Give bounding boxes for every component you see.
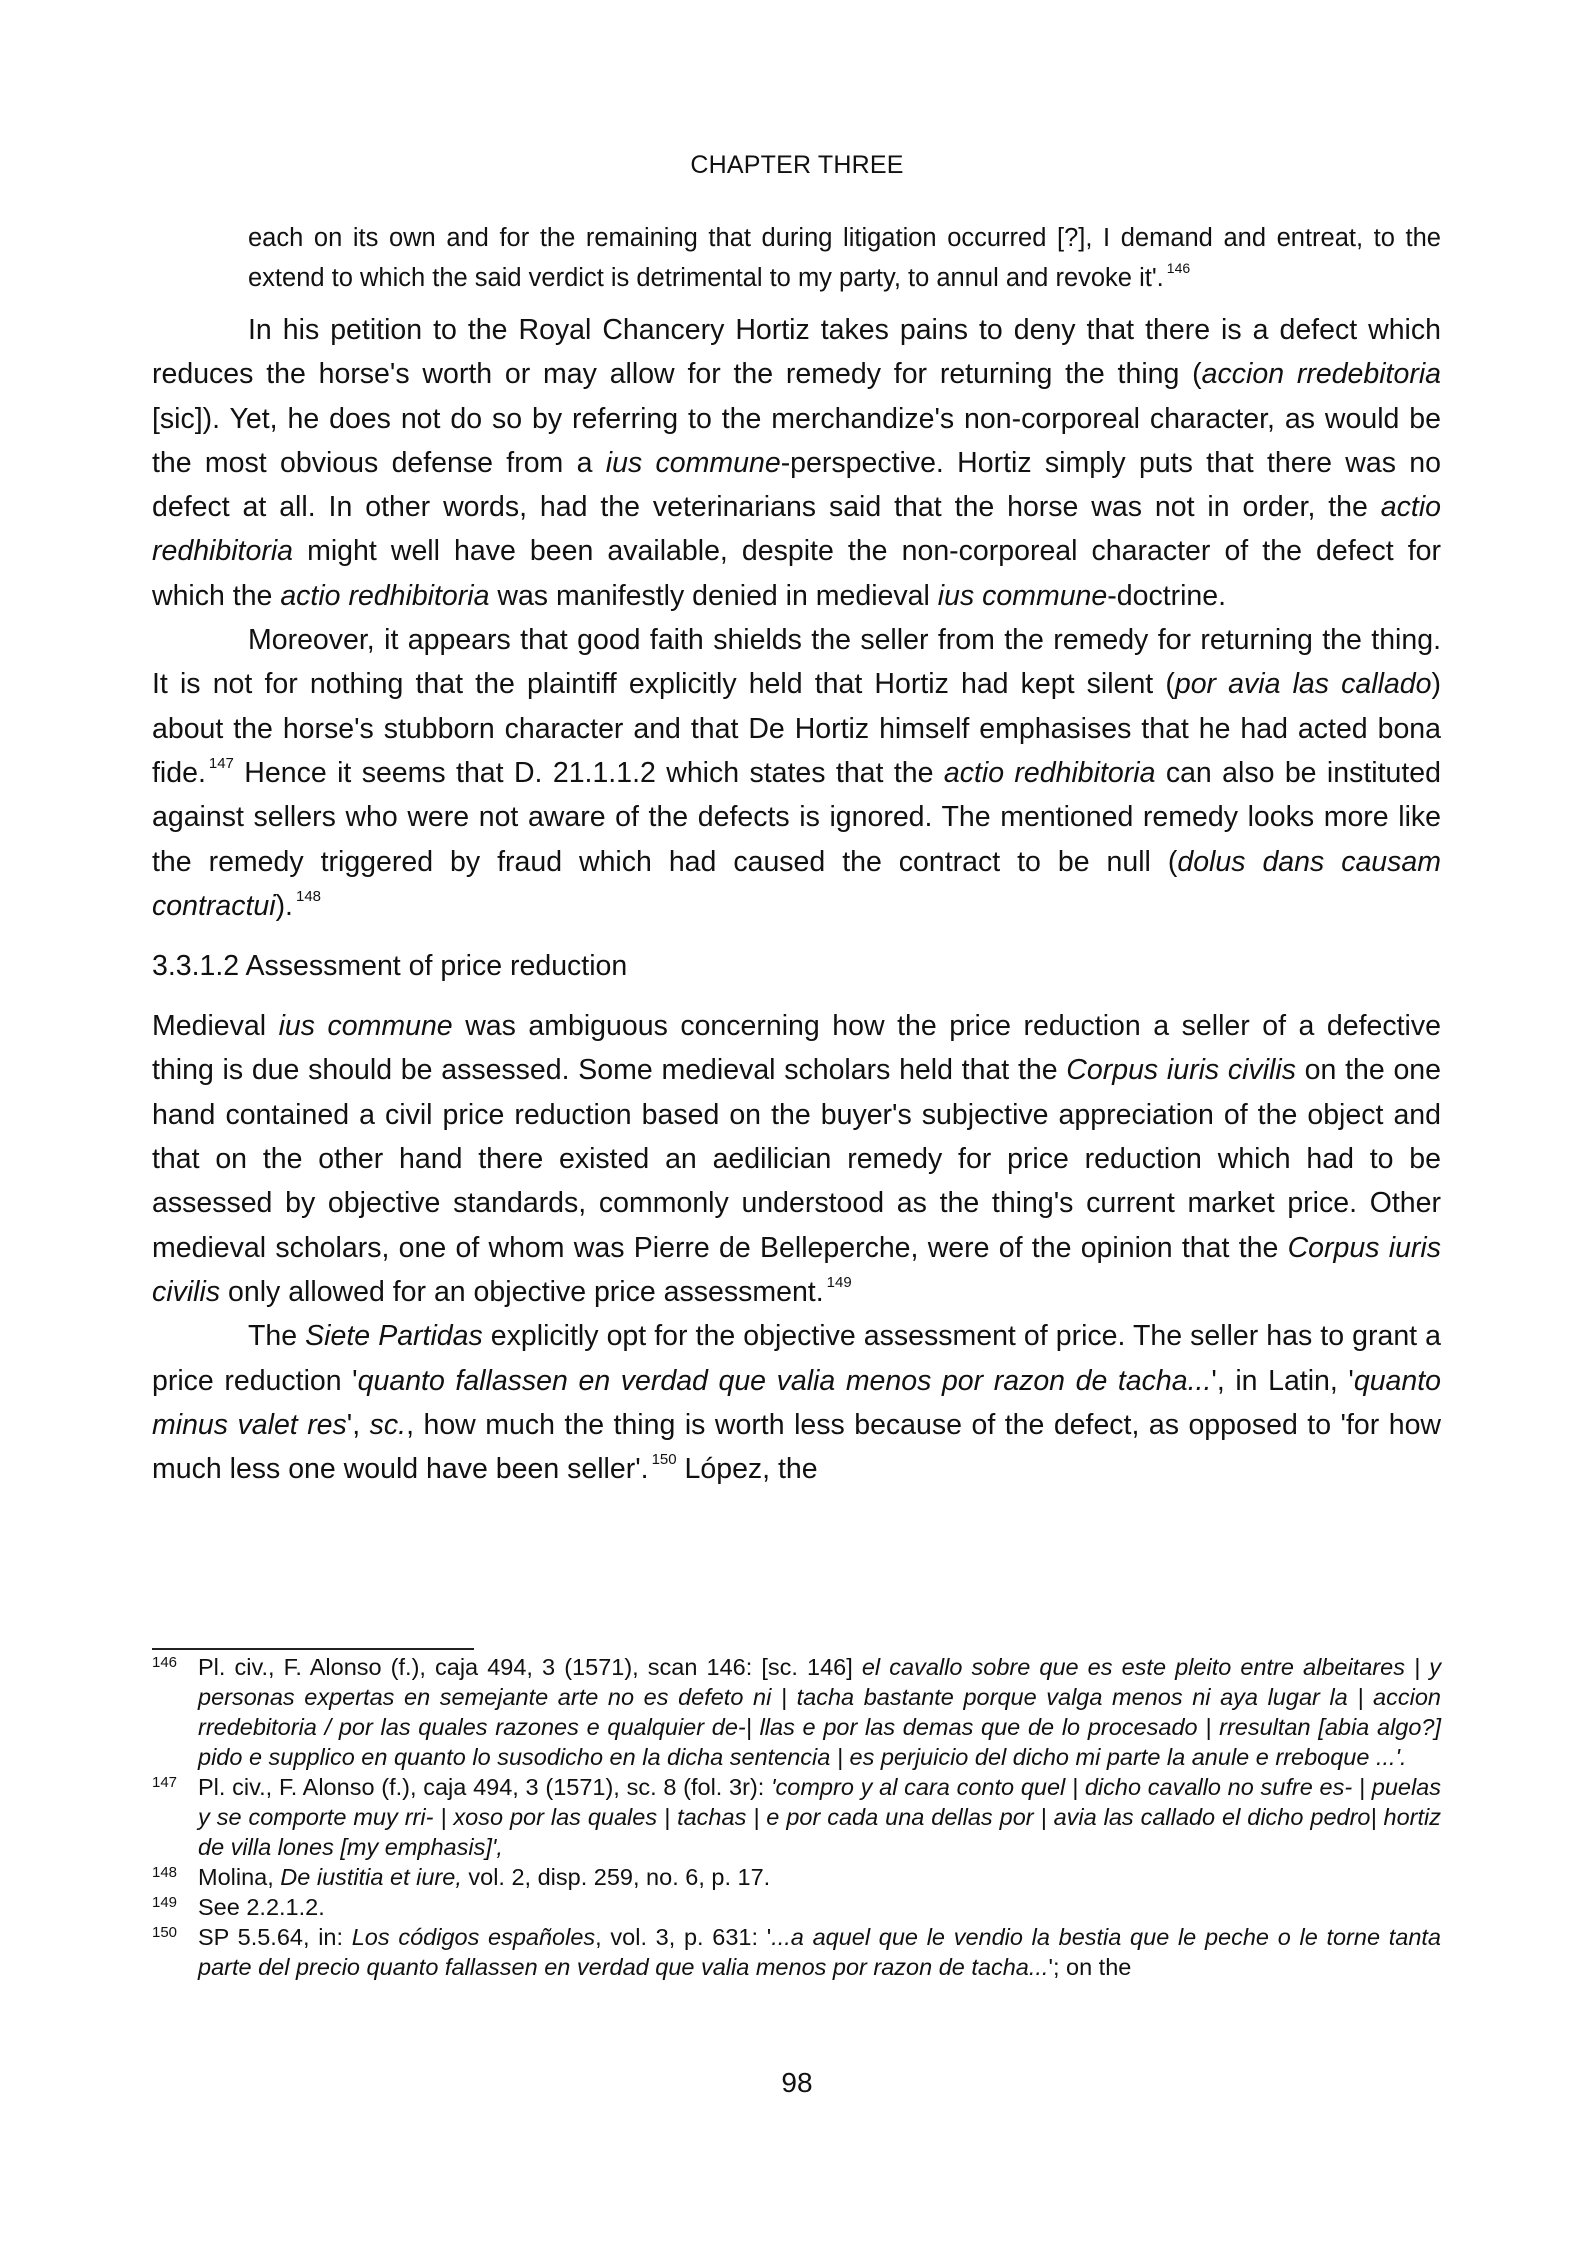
- text-run: on the one hand contained a civil price reduction based on the buyer's subjective appreciation of the object and that on the other hand there existed an aedilician remedy for price reduction which had to be assessed by objective standards, commonly understood as the thing's current market price. Other medieval scholars, one of whom was Pierre de Belleperche, were of the opinion that the: [152, 1054, 1441, 1264]
- text-run: [sic]). Yet, he does not do so by referring to the merchandize's non-corporeal character, as would be the most obvious defense from a: [152, 402, 1441, 479]
- section-heading: 3.3.1.2 Assessment of price reduction: [152, 950, 628, 983]
- italic-term: Corpus iuris civilis: [152, 1231, 1441, 1308]
- text-run: ',: [346, 1408, 370, 1441]
- footnote-ref-147[interactable]: 147: [208, 754, 234, 772]
- text-run: might well have been available, despite the non-corporeal character of the defect for which the: [152, 535, 1441, 612]
- italic-term: ius commune: [937, 579, 1108, 612]
- page-body: [152, 218, 1441, 1491]
- footnote-146: [152, 1652, 1441, 1772]
- footnote-text: '; on the: [1048, 1954, 1132, 1980]
- footnote-150: [152, 1922, 1441, 1982]
- italic-term: ius commune: [278, 1010, 453, 1043]
- footnote-quote: ...a aquel que le vendio la bestia que le peche o le torne tanta parte del precio quanto fallassen en verdad que valia menos por razon de tacha...: [198, 1924, 1441, 1980]
- text-run: -doctrine.: [1107, 579, 1227, 612]
- footnote-number: 146: [152, 1654, 178, 1671]
- paragraph-siete-partidas: [152, 1314, 1441, 1491]
- italic-term: sc.: [369, 1408, 407, 1441]
- footnote-text: Pl. civ., F. Alonso (f.), caja 494, 3 (1571), sc. 8 (fol. 3r):: [198, 1774, 772, 1800]
- italic-term: actio redhibitoria: [280, 579, 490, 612]
- italic-term: accion rredebitoria: [1201, 358, 1441, 391]
- footnote-number: 147: [152, 1774, 178, 1791]
- italic-term: ius commune: [605, 446, 781, 479]
- footnotes: [152, 1652, 1441, 1982]
- footnote-147: [152, 1772, 1441, 1862]
- footnote-ref-149[interactable]: 149: [826, 1273, 852, 1291]
- footnote-quote: 'compro y al cara conto quel | dicho cavallo no sufre es- | puelas y se comporte muy rri- | xoso por las quales | tachas | e por cada una dellas por | avia las callado el dicho pedro| hortiz de villa lones [my emphasis]',: [198, 1774, 1441, 1860]
- footnote-number: 148: [152, 1864, 178, 1881]
- block-quote: [248, 218, 1441, 298]
- text-run: was ambiguous concerning how the price reduction a seller of a defective thing is due should be assessed. Some medieval scholars held that the: [152, 1010, 1441, 1087]
- block-quote-text: each on its own and for the remaining that during litigation occurred [?], I demand and entreat, to the extend to which the said verdict is detrimental to my party, to annul and revoke it'.: [248, 224, 1441, 292]
- footnote-number: 150: [152, 1924, 178, 1941]
- text-run: López, the: [676, 1453, 818, 1486]
- paragraph-hortiz-petition: [152, 308, 1441, 618]
- paragraph-good-faith: [152, 618, 1441, 928]
- footnote-text: SP 5.5.64, in:: [198, 1924, 352, 1950]
- text-run: Moreover, it appears that good faith shields the seller from the remedy for returning the thing. It is not for nothing that the plaintiff explicitly held that Hortiz had kept silent (: [152, 624, 1441, 701]
- text-run: The: [248, 1320, 306, 1353]
- italic-term: quanto fallassen en verdad que valia menos por razon de tacha...: [357, 1364, 1212, 1397]
- text-run: ', in Latin, ': [1211, 1364, 1354, 1397]
- text-run: explicitly opt for the objective assessment of price. The seller has to grant a price reduction ': [152, 1320, 1441, 1397]
- text-run: was manifestly denied in medieval: [489, 579, 938, 612]
- footnote-148: [152, 1862, 1441, 1892]
- footnote-separator: [152, 1648, 474, 1650]
- text-run: Medieval: [152, 1010, 279, 1043]
- italic-term: dolus dans causam contractui: [152, 845, 1441, 922]
- footnote-title: Los códigos españoles: [351, 1924, 596, 1950]
- footnote-text: vol. 2, disp. 259, no. 6, p. 17.: [461, 1864, 771, 1890]
- italic-term: actio redhibitoria: [152, 491, 1441, 568]
- text-run: ).: [275, 889, 293, 922]
- text-run: -perspective. Hortiz simply puts that there was no defect at all. In other words, had the veterinarians said that the horse was not in order, the: [152, 446, 1441, 524]
- italic-term: actio redhibitoria: [943, 756, 1156, 789]
- footnote-text: See 2.2.1.2.: [198, 1894, 325, 1920]
- text-run: can also be instituted against sellers who were not aware of the defects is ignored. The mentioned remedy looks more like the remedy triggered by fraud which had caused the contract to be null (: [152, 756, 1441, 878]
- italic-term: Siete Partidas: [305, 1320, 483, 1353]
- footnote-ref-150[interactable]: 150: [651, 1451, 677, 1469]
- text-run: only allowed for an objective price assessment.: [220, 1275, 824, 1308]
- footnote-149: [152, 1892, 1441, 1922]
- footnote-text: Molina,: [198, 1864, 281, 1890]
- text-run: In his petition to the Royal Chancery Hortiz takes pains to deny that there is a defect which reduces the horse's worth or may allow for the remedy for returning the thing (: [152, 314, 1441, 391]
- footnote-title: De iustitia et iure,: [280, 1864, 462, 1890]
- footnote-text: , vol. 3, p. 631: ': [595, 1924, 772, 1950]
- text-run: ) about the horse's stubborn character and that De Hortiz himself emphasises that he had acted bona fide.: [152, 668, 1441, 789]
- running-header: CHAPTER THREE: [690, 151, 904, 179]
- italic-term: quanto minus valet res: [152, 1364, 1442, 1441]
- italic-term: Corpus iuris civilis: [1066, 1054, 1296, 1087]
- footnote-ref-146[interactable]: 146: [1166, 260, 1191, 276]
- text-run: Hence it seems that D. 21.1.1.2 which states that the: [233, 756, 944, 789]
- footnote-text: Pl. civ., F. Alonso (f.), caja 494, 3 (1571), scan 146: [sc. 146]: [198, 1654, 862, 1680]
- italic-term: por avia las callado: [1174, 668, 1432, 701]
- paragraph-medieval-ius-commune: [152, 1004, 1441, 1314]
- footnote-quote: el cavallo sobre que es este pleito entre albeitares | y personas expertas en semejante arte no es defeto ni | tacha bastante porque valga menos ni aya lugar la | accion rredebitoria / por las quales razones e qualquier de-| llas e por las demas que de lo procesado | rresultan [abia algo?] pido e supplico en quanto lo susodicho en la dicha sentencia | es perjuicio del dicho mi parte la anule e rreboque ...'.: [198, 1654, 1441, 1770]
- text-run: , how much the thing is worth less because of the defect, as opposed to 'for how much less one would have been seller'.: [152, 1408, 1442, 1486]
- footnote-number: 149: [152, 1894, 178, 1911]
- footnote-ref-148[interactable]: 148: [295, 887, 322, 905]
- page-number: 98: [781, 2067, 813, 2098]
